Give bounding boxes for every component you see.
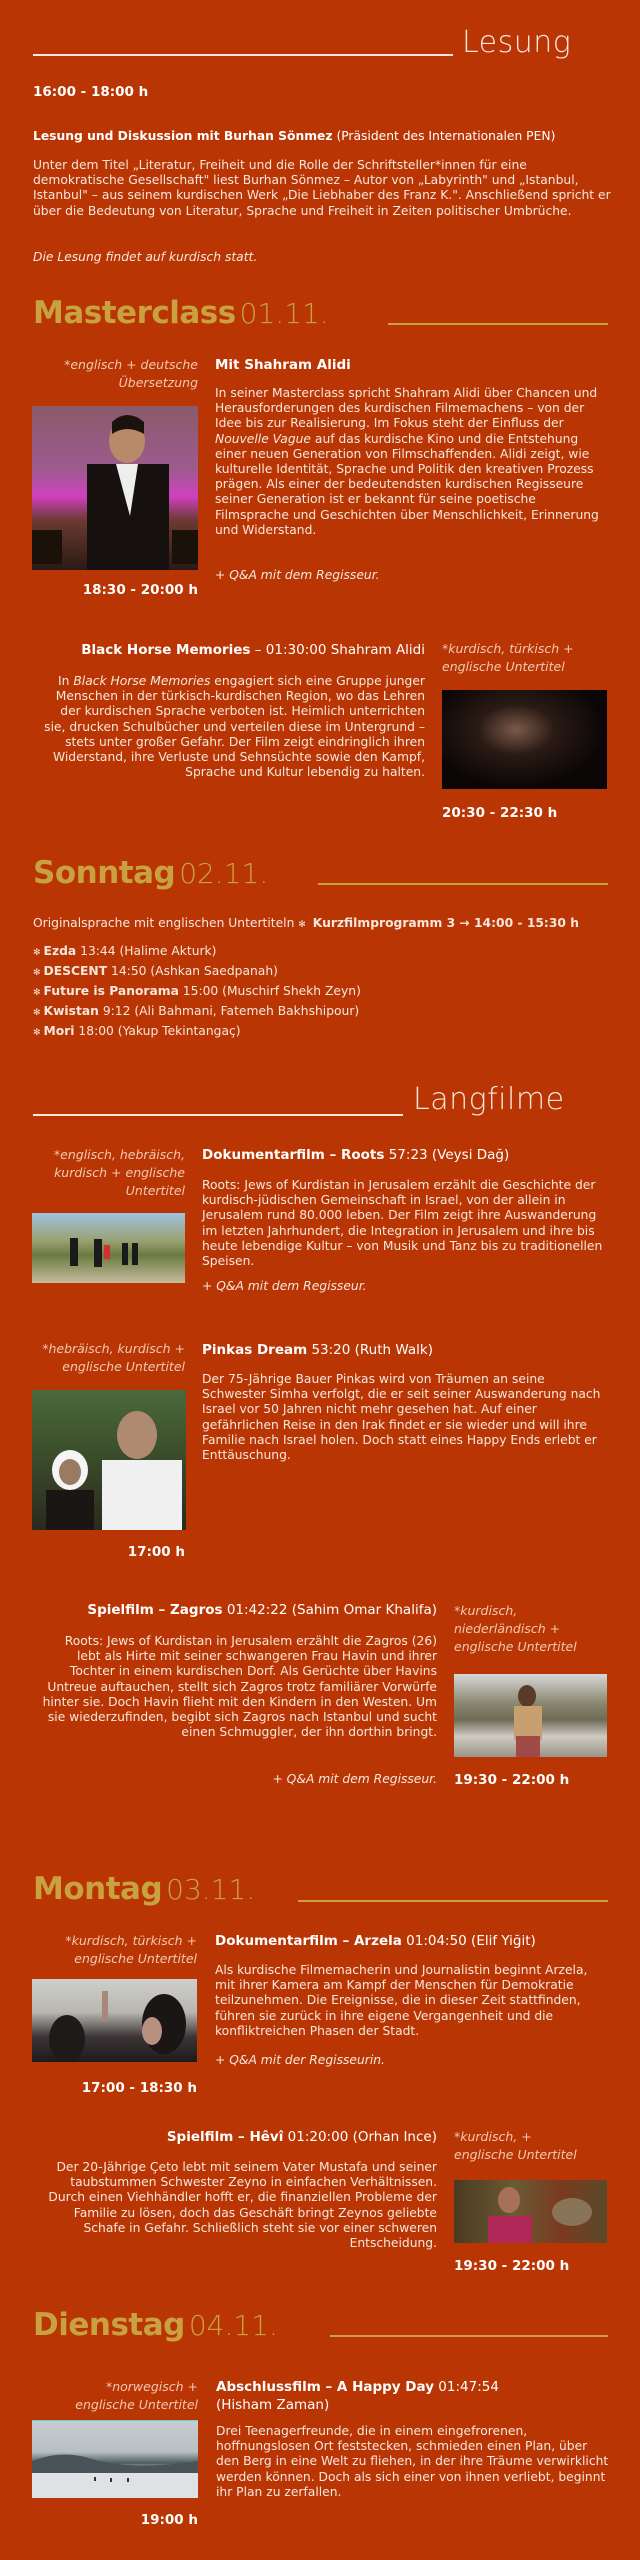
film-info: 9:12 (Ali Bahmani, Fatemeh Bakhshipour) — [98, 1004, 360, 1018]
asterisk-bullet-icon: ✻ — [33, 1008, 41, 1018]
girl-photo-icon — [454, 2180, 607, 2243]
zagros-qa: + Q&A mit dem Regisseur. — [272, 1772, 437, 1786]
film-title: Mori — [43, 1024, 75, 1038]
program-label: Kurzfilmprogramm 3 → 14:00 - 15:30 h — [312, 916, 579, 930]
protest-photo-icon — [32, 1979, 197, 2062]
day-rule — [330, 2335, 608, 2337]
film-title-rest: 57:23 (Veysi Dağ) — [384, 1147, 510, 1163]
arzela-description: Als kurdische Filmemacherin und Journalistin beginnt Arzela, mit ihrer Kamera am Kampf der Menschen für Demokratie teilzunehmen. Die Ereignisse, die in dieser Zeit stattfinden, führen sie zurück in ihre eigene Vergangenheit und die konfliktreichen Phasen der Stadt. — [215, 1963, 588, 2038]
short-film-list — [33, 942, 361, 1042]
film-title-rest: 53:20 (Ruth Walk) — [307, 1342, 433, 1358]
couple-photo-icon — [32, 1390, 186, 1530]
masterclass-title-text: Mit Shahram Alidi — [215, 357, 351, 373]
hevi-time: 19:30 - 22:00 h — [454, 2258, 570, 2274]
film-info: 18:00 (Yakup Tekintangaç) — [74, 1024, 241, 1038]
happy-day-description: Drei Teenagerfreunde, die in einem eingefrorenen, hoffnungslosen Ort feststecken, schmieden einen Plan, über den Berg in eine Welt zu fliehen, in der ihre Träume verwirklicht werden können. Doch als sich einer von ihnen verliebt, beginnt ihr Plan zu zerfallen. — [216, 2424, 609, 2499]
happy-day-time: 19:00 h — [140, 2512, 198, 2528]
desc-em: Nouvelle Vague — [215, 431, 311, 446]
day-name: Sonntag — [33, 855, 176, 891]
asterisk-bullet-icon: ✻ — [33, 988, 41, 998]
roots-description: Roots: Jews of Kurdistan in Jerusalem erzählt die Geschichte der kurdisch-jüdischen Gemeinschaft in Israel, von der allein in Jerusalem rund 80.000 leben. Der Film zeigt ihre Auswanderung im letzten Jahrhundert, die Integration in Jerusalem und ihre bis heute lebendige Kultur – von Musik und Tanz bis zu traditionellen Speisen. — [202, 1178, 603, 1269]
masterclass-title — [215, 356, 351, 374]
roots-title — [202, 1146, 509, 1164]
film-info: 14:50 (Ashkan Saedpanah) — [107, 964, 278, 978]
desc-part: engagiert sich eine Gruppe junger Menschen in der türkisch-kurdischen Region, wo das Lehren der kurdischen Sprache verboten ist. Heimlich unterrichten sie, drucken Schulbücher und verteilen diese im Untergrund – stets unter großer Gefahr. Der Film zeigt eindringlich ihren Widerstand, ihre Verluste und Sehnsüchte sowie den Kampf, Sprache und Kultur lebendig zu halten. — [44, 674, 425, 780]
list-item — [33, 1002, 361, 1022]
black-horse-image — [442, 690, 607, 789]
desc-part: In seiner Masterclass spricht Shahram Alidi über Chancen und Herausforderungen des kurdischen Filmemachens – von der Idee bis zur Realisierung. Im Fokus steht der Einfluss der — [215, 386, 598, 431]
language-note: *kurdisch, + englische Untertitel — [454, 2129, 577, 2162]
day-name: Masterclass — [33, 295, 236, 331]
language-note: *englisch + deutsche Übersetzung — [64, 357, 198, 390]
group-photo-icon — [32, 1213, 185, 1283]
section-rule — [33, 54, 453, 56]
zagros-image — [454, 1674, 607, 1757]
happy-day-image — [32, 2420, 198, 2498]
lesung-headline-bold: Lesung und Diskussion mit Burhan Sönmez — [33, 129, 333, 143]
winter-landscape-icon — [32, 2421, 198, 2498]
portrait-photo-icon — [32, 406, 198, 570]
day-title-sonntag — [33, 855, 269, 891]
day-date: 02.11. — [179, 857, 269, 890]
section-title-lesung: Lesung — [462, 25, 572, 60]
film-title: Future is Panorama — [43, 984, 179, 998]
zagros-description: Roots: Jews of Kurdistan in Jerusalem erzählt die Zagros (26) lebt als Hirte mit seiner schwangeren Frau Havin und ihrer Tochter in einem kurdischen Dorf. Als Gerüchte über Havins Untreue auftauchen, stellt sich Zagros trotz familiärer Vorwürfe hinter sie. Doch Havin flieht mit den Kindern in den Westen. Um sie wiederzufinden, begibt sich Zagros nach Istanbul und sucht einen Schmuggler, der ihn dorthin bringt. — [42, 1634, 437, 1740]
film-title-rest: 01:20:00 (Orhan Ince) — [283, 2129, 437, 2145]
list-item — [33, 942, 361, 962]
arzela-title — [215, 1932, 536, 1950]
film-title-bold: Spielfilm – Hêvî — [166, 2129, 284, 2145]
masterclass-image — [32, 406, 198, 570]
list-item — [33, 982, 361, 1002]
day-date: 04.11. — [188, 2309, 278, 2342]
intro-text: Originalsprache mit englischen Untertiteln — [33, 916, 295, 930]
day-date: 01.11. — [239, 297, 329, 330]
lesung-time: 16:00 - 18:00 h — [33, 84, 149, 100]
film-title: DESCENT — [43, 964, 108, 978]
desc-part: auf das kurdische Kino und die Entstehung einer neuen Generation von Filmschaffenden. Alidi zeigt, wie kulturelle Identität, Sprache und Politik den kreativen Prozess prägen. Als einer der bedeutendsten kurdischen Regisseure seiner Generation ist er bekannt für seine poetische Filmsprache und Geschichten über Menschlichkeit, Erinnerung und Widerstand. — [215, 431, 599, 537]
roots-image — [32, 1213, 185, 1283]
language-note: *kurdisch, türkisch + englische Untertitel — [442, 641, 574, 674]
film-director: (Hisham Zaman) — [216, 2397, 330, 2413]
day-name: Montag — [33, 1871, 163, 1907]
shepherd-photo-icon — [454, 1674, 607, 1757]
asterisk-bullet-icon: ✻ — [298, 920, 306, 930]
day-title-montag — [33, 1871, 256, 1907]
black-horse-description — [40, 674, 425, 780]
film-title: Ezda — [43, 944, 77, 958]
language-note: *kurdisch, niederländisch + englische Untertitel — [454, 1603, 577, 1654]
language-note: *englisch, hebräisch, kurdisch + englische Untertitel — [53, 1147, 185, 1198]
film-title-bold: Black Horse Memories — [81, 642, 251, 658]
arzela-qa: + Q&A mit der Regisseurin. — [215, 2053, 385, 2067]
lesung-description: Unter dem Titel „Literatur, Freiheit und die Rolle der Schriftsteller*innen für eine demokratische Gesellschaft" liest Burhan Sönmez – Autor von „Labyrinth" und „Istanbul, Istanbul" – aus seinem kurdischen Werk „Die Liebhaber des Franz K.". Anschließend spricht er über die Bedeutung von Literatur, Sprache und Freiheit in Zeiten politischer Umbrüche. — [33, 158, 611, 218]
desc-part: In — [58, 674, 74, 688]
film-title-bold: Pinkas Dream — [202, 1342, 308, 1358]
asterisk-bullet-icon: ✻ — [33, 948, 41, 958]
section-rule — [33, 1114, 403, 1116]
pinkas-description: Der 75-Jährige Bauer Pinkas wird von Träumen an seine Schwester Simha verfolgt, die er seit seiner Auswanderung nach Israel vor 50 Jahren nicht mehr gesehen hat. Auf einer gefährlichen Reise in den Irak findet er sie wieder und will ihre Familie nach Israel holen. Doch statt eines Happy Ends erlebt er Enttäuschung. — [202, 1372, 601, 1463]
black-horse-time: 20:30 - 22:30 h — [442, 805, 558, 821]
black-horse-title — [20, 641, 425, 659]
hevi-description: Der 20-Jährige Çeto lebt mit seinem Vater Mustafa und seiner taubstummen Schwester Zeyno in einfachen Verhältnissen. Durch einen Viehhändler hofft er, die finanziellen Probleme der Familie zu lösen, doch das Geschäft bringt Zeynos geliebte Schafe in Gefahr. Schließlich steht sie vor einer schweren Entscheidung. — [48, 2160, 437, 2251]
film-title-rest: 01:47:54 — [434, 2379, 499, 2395]
hevi-title — [20, 2128, 437, 2146]
day-date: 03.11. — [166, 1873, 256, 1906]
film-info: 13:44 (Halime Akturk) — [76, 944, 217, 958]
film-title-bold: Spielfilm – Zagros — [87, 1602, 223, 1618]
zagros-time: 19:30 - 22:00 h — [454, 1772, 570, 1788]
masterclass-qa: + Q&A mit dem Regisseur. — [215, 568, 380, 582]
pinkas-title — [202, 1341, 433, 1359]
day-rule — [388, 323, 608, 325]
masterclass-description — [215, 386, 610, 538]
hevi-image — [454, 2180, 607, 2243]
roots-qa: + Q&A mit dem Regisseur. — [202, 1279, 367, 1293]
list-item — [33, 962, 361, 982]
language-note: *hebräisch, kurdisch + englische Untertitel — [42, 1341, 185, 1374]
arzela-time: 17:00 - 18:30 h — [81, 2080, 197, 2096]
day-title-dienstag — [33, 2307, 278, 2343]
film-title-bold: Abschlussfilm – A Happy Day — [216, 2379, 435, 2395]
asterisk-bullet-icon: ✻ — [33, 968, 41, 978]
film-info: 15:00 (Muschirf Shekh Zeyn) — [178, 984, 361, 998]
film-title: Kwistan — [43, 1004, 99, 1018]
lesung-headline — [33, 127, 613, 145]
film-title-bold: Dokumentarfilm – Arzela — [215, 1933, 402, 1949]
day-rule — [318, 883, 608, 885]
lesung-note: Die Lesung findet auf kurdisch statt. — [33, 250, 258, 264]
language-note: *kurdisch, türkisch + englische Untertitel — [65, 1933, 197, 1966]
happy-day-title — [216, 2378, 611, 2414]
day-name: Dienstag — [33, 2307, 185, 2343]
day-title-masterclass — [33, 295, 329, 331]
language-note: *norwegisch + englische Untertitel — [75, 2379, 198, 2412]
arzela-image — [32, 1979, 197, 2062]
day-rule — [298, 1900, 608, 1902]
zagros-title — [20, 1601, 437, 1619]
masterclass-time: 18:30 - 20:00 h — [82, 582, 198, 598]
pinkas-image — [32, 1390, 186, 1530]
section-title-langfilme: Langfilme — [413, 1082, 565, 1117]
desc-em: Black Horse Memories — [73, 674, 211, 688]
pinkas-time: 17:00 h — [127, 1544, 185, 1560]
asterisk-bullet-icon: ✻ — [33, 1028, 41, 1038]
film-title-bold: Dokumentarfilm – Roots — [202, 1147, 385, 1163]
lesung-headline-rest: (Präsident des Internationalen PEN) — [332, 129, 556, 143]
sonntag-intro — [33, 916, 579, 930]
film-title-rest: 01:42:22 (Sahim Omar Khalifa) — [222, 1602, 437, 1618]
list-item — [33, 1022, 361, 1042]
film-title-rest: – 01:30:00 Shahram Alidi — [250, 642, 425, 658]
film-title-rest: 01:04:50 (Elif Yiğit) — [401, 1933, 536, 1949]
